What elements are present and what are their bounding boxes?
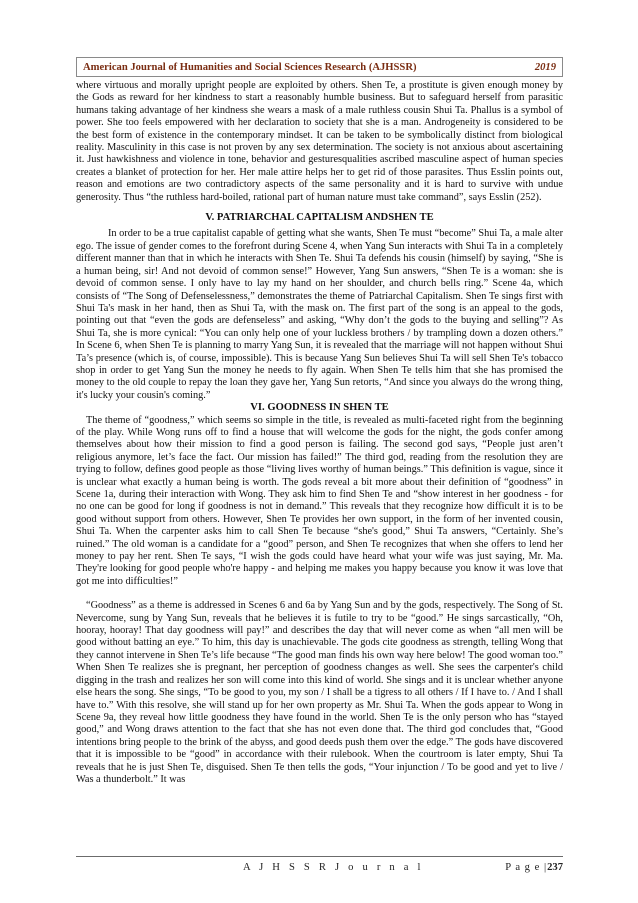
running-footer: [76, 856, 563, 876]
paragraph-continuation: where virtuous and morally upright people are exploited by others. Shen Te, a prostitute is given enough money by the Gods as reward for her kindness to start a reasonably humble business. But to safeguard herself from parasitic humans taking advantage of her kindness she wears a mask of a male ruthless cousin Shui Ta. Phallus is a symbol of power. She too feels empowered with her declaration to society that she is a man. Androgeneity is considered to be the best form of existence in the contemporary mindset. It can be taken to be symbolically distinct from biological reality. Masculinity in this case is not proven by any sex determination. The society is not anxious about ascertaining it. Just hawkishness and violence in tone, behavior and gesturesqualities ascribed masculine aspect of human species creates a blanket of protection for her. Her male attire helps her to get rid of those parasites. Thus Esslin points out, reason and emotions are two contradictory aspects of the same personality and it is hard to survive with undue generosity. Thus “the ruthless hard-boiled, rational part of human nature must take command”, says Esslin (252).: [76, 80, 563, 203]
paragraph-patriarchal-capitalism: In order to be a true capitalist capable of getting what she wants, Shen Te must “become” Shui Ta, a male alter ego. The issue of gender comes to the forefront during Scene 4, when Yang Sun interacts with Shui Ta in a completely different manner than that in which he interacts with Shen Te. Shui Ta defends his cousin (himself) by saying, “She is a human being, sir! And not devoid of common sense!” However, Yang Sun answers, “Shen Te is a woman: she is devoid of common sense. I only have to lay my hand on her shoulder, and church bells ring.” Scene 4a, which consists of “The Song of Defenselessness,” demonstrates the theme of Patriarchal Capitalism. Shen Te sings first with Shui Ta's mask in her hand, then as Shui Ta, with the mask on. The first part of the song is an appeal to the gods, pointing out that “even the gods are defenseless” and asking, “Why don’t the gods to the buying and selling”? As Shui Ta, she is more cynical: “You can only help one of your luckless brothers / by trampling down a dozen others.” In Scene 6, when Shen Te is planning to marry Yang Sun, it is revealed that the marriage will not happen without Shui Ta’s presence (which is, of course, impossible). This is because Yang Sun believes Shui Ta will sell Shen Te's tobacco shop in order to get Yang Sun the money he needs to fly again. When Shen Te tells him that she has promised the money to the old couple to repay the loan they gave her, Yang Sun retorts, “And since you always do the wrong thing, it's lucky your cousin's coming.”: [76, 228, 563, 401]
section-heading-6: VI. GOODNESS IN SHEN TE: [250, 402, 389, 414]
paragraph-goodness-2: “Goodness” as a theme is addressed in Scenes 6 and 6a by Yang Sun and by the gods, respectively. The Song of St. Nevercome, sung by Yang Sun, reveals that he believes it is futile to try to be “good.” He sings sarcastically, “Oh, hooray, hooray! That day goodness will pay!” and describes the day that will never come as when “all men will be good without batting an eye.” To him, this day is unachievable. The gods cite goodness as strength, telling Wong that they cannot intervene in Shen Te’s life because “The good man finds his own way here below! The good woman too.” When Shen Te realizes she is pregnant, her perception of goodness changes as well. She sees the carpenter's child digging in the trash and realizes her son will come into this kind of world. She sings and it is unclear whether anyone else hears the song. She sings, “To be good to you, my son / I shall be a tigress to all others / If I have to. / And I shall have to.” With this resolve, she will stand up for her own property as Mr. Shui Ta. When the gods appear to Wong in Scene 9a, they reveal how little goodness they have found in the world. Shen Te is the only person who has “stayed good,” and Wong draws attention to the fact that she has not even done that. The third god concludes that, “Good intentions bring people to the brink of the abyss, and good deeds push them over the edge.” The gods have discovered that it is impossible to be “good” in accordance with their rulebook. When the courtroom is later empty, Shui Ta reveals that he is just Shen Te, disguised. Shen Te then tells the gods, “Your injunction / To be good and yet to live / Was a thunderbolt.” It was: [76, 600, 563, 785]
footer-page: [505, 862, 563, 873]
page-number: 237: [547, 862, 563, 873]
section-heading-5: V. PATRIARCHAL CAPITALISM ANDSHEN TE: [205, 212, 434, 224]
running-header: [76, 57, 563, 77]
paragraph-goodness-1: The theme of “goodness,” which seems so simple in the title, is revealed as multi-faceted right from the beginning of the play. While Wong runs off to find a house that will welcome the gods for the night, the gods confer among themselves about how their mission to find a good person is failing. The second god says, “People just aren’t religious anymore, let’s face the fact. Our mission has failed!” The third god, reading from the resolution they are trying to follow, defines good people as those “living lives worthy of human beings.” This definition is vague, since it is unclear what exactly a human being is worth. The gods reveal a bit more about their definition of “goodness” in Scene 1a, during their interaction with Wong. They ask him to find Shen Te and “show interest in her goodness - for no one can be good for long if goodness is not in demand.” This reveals that they recognize how difficult it is to be good without support from others. However, Shen Te provides her own support, in the form of her invented cousin, Shui Ta. When the carpenter asks him to call Shen Te because “she's good,” Shui Ta answers, “Certainly. She’s ruined.” The old woman is a candidate for a “good” person, and Shen Te recognizes that when she offers to lend her money to pay her rent. Shen Te says, “I wish the gods could have heard what your wife was just saying, Mr. Ma. They're looking for good people who're happy - and helping me makes you happy because you know it was love that got me into difficulties!”: [76, 414, 563, 587]
page-label: P a g e |: [505, 862, 548, 873]
journal-year: 2019: [534, 61, 556, 73]
article-body: [76, 80, 563, 786]
footer-journal: A J H S S R J o u r n a l: [243, 862, 424, 873]
journal-title: American Journal of Humanities and Social Sciences Research (AJHSSR): [83, 61, 417, 73]
